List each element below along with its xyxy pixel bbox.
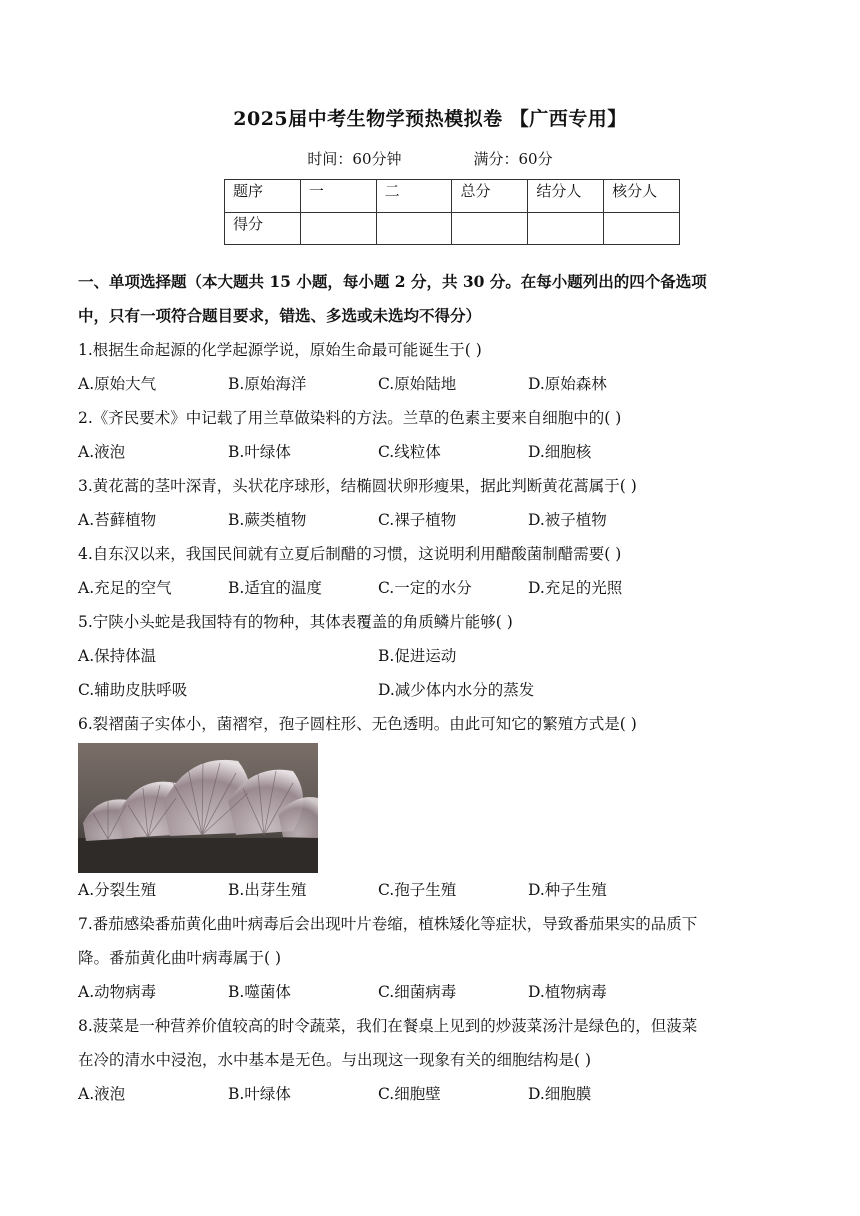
full-score: 满分：60分: [473, 150, 553, 168]
option: D.细胞核: [528, 443, 592, 461]
score-table-cell: 总分: [452, 180, 528, 213]
option: C.线粒体: [378, 443, 441, 461]
option: A.充足的空气: [78, 579, 172, 597]
question-stem: 4.自东汉以来，我国民间就有立夏后制醋的习惯，这说明利用醋酸菌制醋需要( ): [78, 545, 622, 563]
option: D.减少体内水分的蒸发: [378, 681, 535, 699]
section-title: 中，只有一项符合题目要求，错选、多选或未选均不得分）: [78, 306, 482, 325]
fungus-photo: [78, 743, 318, 873]
question-stem: 8.菠菜是一种营养价值较高的时令蔬菜，我们在餐桌上见到的炒菠菜汤汁是绿色的，但菠菜: [78, 1017, 698, 1035]
option: D.原始森林: [528, 375, 607, 393]
option: D.植物病毒: [528, 983, 607, 1001]
question-stem: 6.裂褶菌子实体小，菌褶窄，孢子圆柱形、无色透明。由此可知它的繁殖方式是( ): [78, 715, 637, 733]
question-options: [78, 975, 772, 1009]
score-input-cell[interactable]: [300, 213, 376, 245]
option: D.种子生殖: [528, 881, 607, 899]
option: A.分裂生殖: [78, 881, 157, 899]
score-table-cell: 一: [300, 180, 376, 213]
option: B.叶绿体: [228, 1085, 291, 1103]
option: B.适宜的温度: [228, 579, 322, 597]
question-options: [78, 571, 772, 605]
score-table: [224, 179, 680, 245]
option: A.液泡: [78, 443, 126, 461]
question-options: [78, 873, 772, 907]
score-table-cell: 核分人: [604, 180, 680, 213]
option: C.裸子植物: [378, 511, 457, 529]
option: B.出芽生殖: [228, 881, 307, 899]
option: C.原始陆地: [378, 375, 457, 393]
score-input-cell[interactable]: [604, 213, 680, 245]
question-stem: 3.黄花蒿的茎叶深青，头状花序球形，结椭圆状卵形瘦果，据此判断黄花蒿属于( ): [78, 477, 637, 495]
question-stem: 降。番茄黄化曲叶病毒属于( ): [78, 949, 282, 967]
score-table-cell: 得分: [225, 213, 301, 245]
question-content: [78, 265, 772, 1111]
score-table-cell: 题序: [225, 180, 301, 213]
score-table-cell: 二: [376, 180, 452, 213]
option: B.叶绿体: [228, 443, 291, 461]
question-options: [78, 503, 772, 537]
score-input-cell[interactable]: [452, 213, 528, 245]
question-stem: 2.《齐民要术》中记载了用兰草做染料的方法。兰草的色素主要来自细胞中的( ): [78, 409, 622, 427]
option: C.一定的水分: [378, 579, 472, 597]
exam-meta: [0, 148, 860, 169]
option: B.原始海洋: [228, 375, 307, 393]
option: A.保持体温: [78, 647, 157, 665]
section-title: 一、单项选择题（本大题共 15 小题，每小题 2 分，共 30 分。在每小题列出的四个备选项: [78, 272, 707, 291]
option: D.被子植物: [528, 511, 607, 529]
option: A.原始大气: [78, 375, 157, 393]
question-options: [78, 435, 772, 469]
option: C.孢子生殖: [378, 881, 457, 899]
option: C.辅助皮肤呼吸: [78, 681, 188, 699]
option: B.蕨类植物: [228, 511, 307, 529]
question-options: [78, 1077, 772, 1111]
question-stem: 7.番茄感染番茄黄化曲叶病毒后会出现叶片卷缩，植株矮化等症状，导致番茄果实的品质下: [78, 915, 698, 933]
option: C.细胞壁: [378, 1085, 441, 1103]
score-input-cell[interactable]: [376, 213, 452, 245]
option: B.促进运动: [378, 647, 457, 665]
question-stem: 在冷的清水中浸泡，水中基本是无色。与出现这一现象有关的细胞结构是( ): [78, 1051, 592, 1069]
exam-title: 2025届中考生物学预热模拟卷 【广西专用】: [233, 108, 627, 130]
option: C.细菌病毒: [378, 983, 457, 1001]
question-options: [78, 639, 772, 673]
option: D.充足的光照: [528, 579, 623, 597]
option: A.动物病毒: [78, 983, 157, 1001]
score-input-cell[interactable]: [528, 213, 604, 245]
option: D.细胞膜: [528, 1085, 592, 1103]
option: A.液泡: [78, 1085, 126, 1103]
option: B.噬菌体: [228, 983, 291, 1001]
option: A.苔藓植物: [78, 511, 157, 529]
question-options: [78, 673, 772, 707]
time-limit: 时间：60分钟: [307, 150, 402, 168]
question-stem: 5.宁陕小头蛇是我国特有的物种，其体表覆盖的角质鳞片能够( ): [78, 613, 513, 631]
score-table-score-row: [225, 213, 680, 245]
score-table-header-row: [225, 180, 680, 213]
question-options: [78, 367, 772, 401]
score-table-cell: 结分人: [528, 180, 604, 213]
question-stem: 1.根据生命起源的化学起源学说，原始生命最可能诞生于( ): [78, 341, 482, 359]
